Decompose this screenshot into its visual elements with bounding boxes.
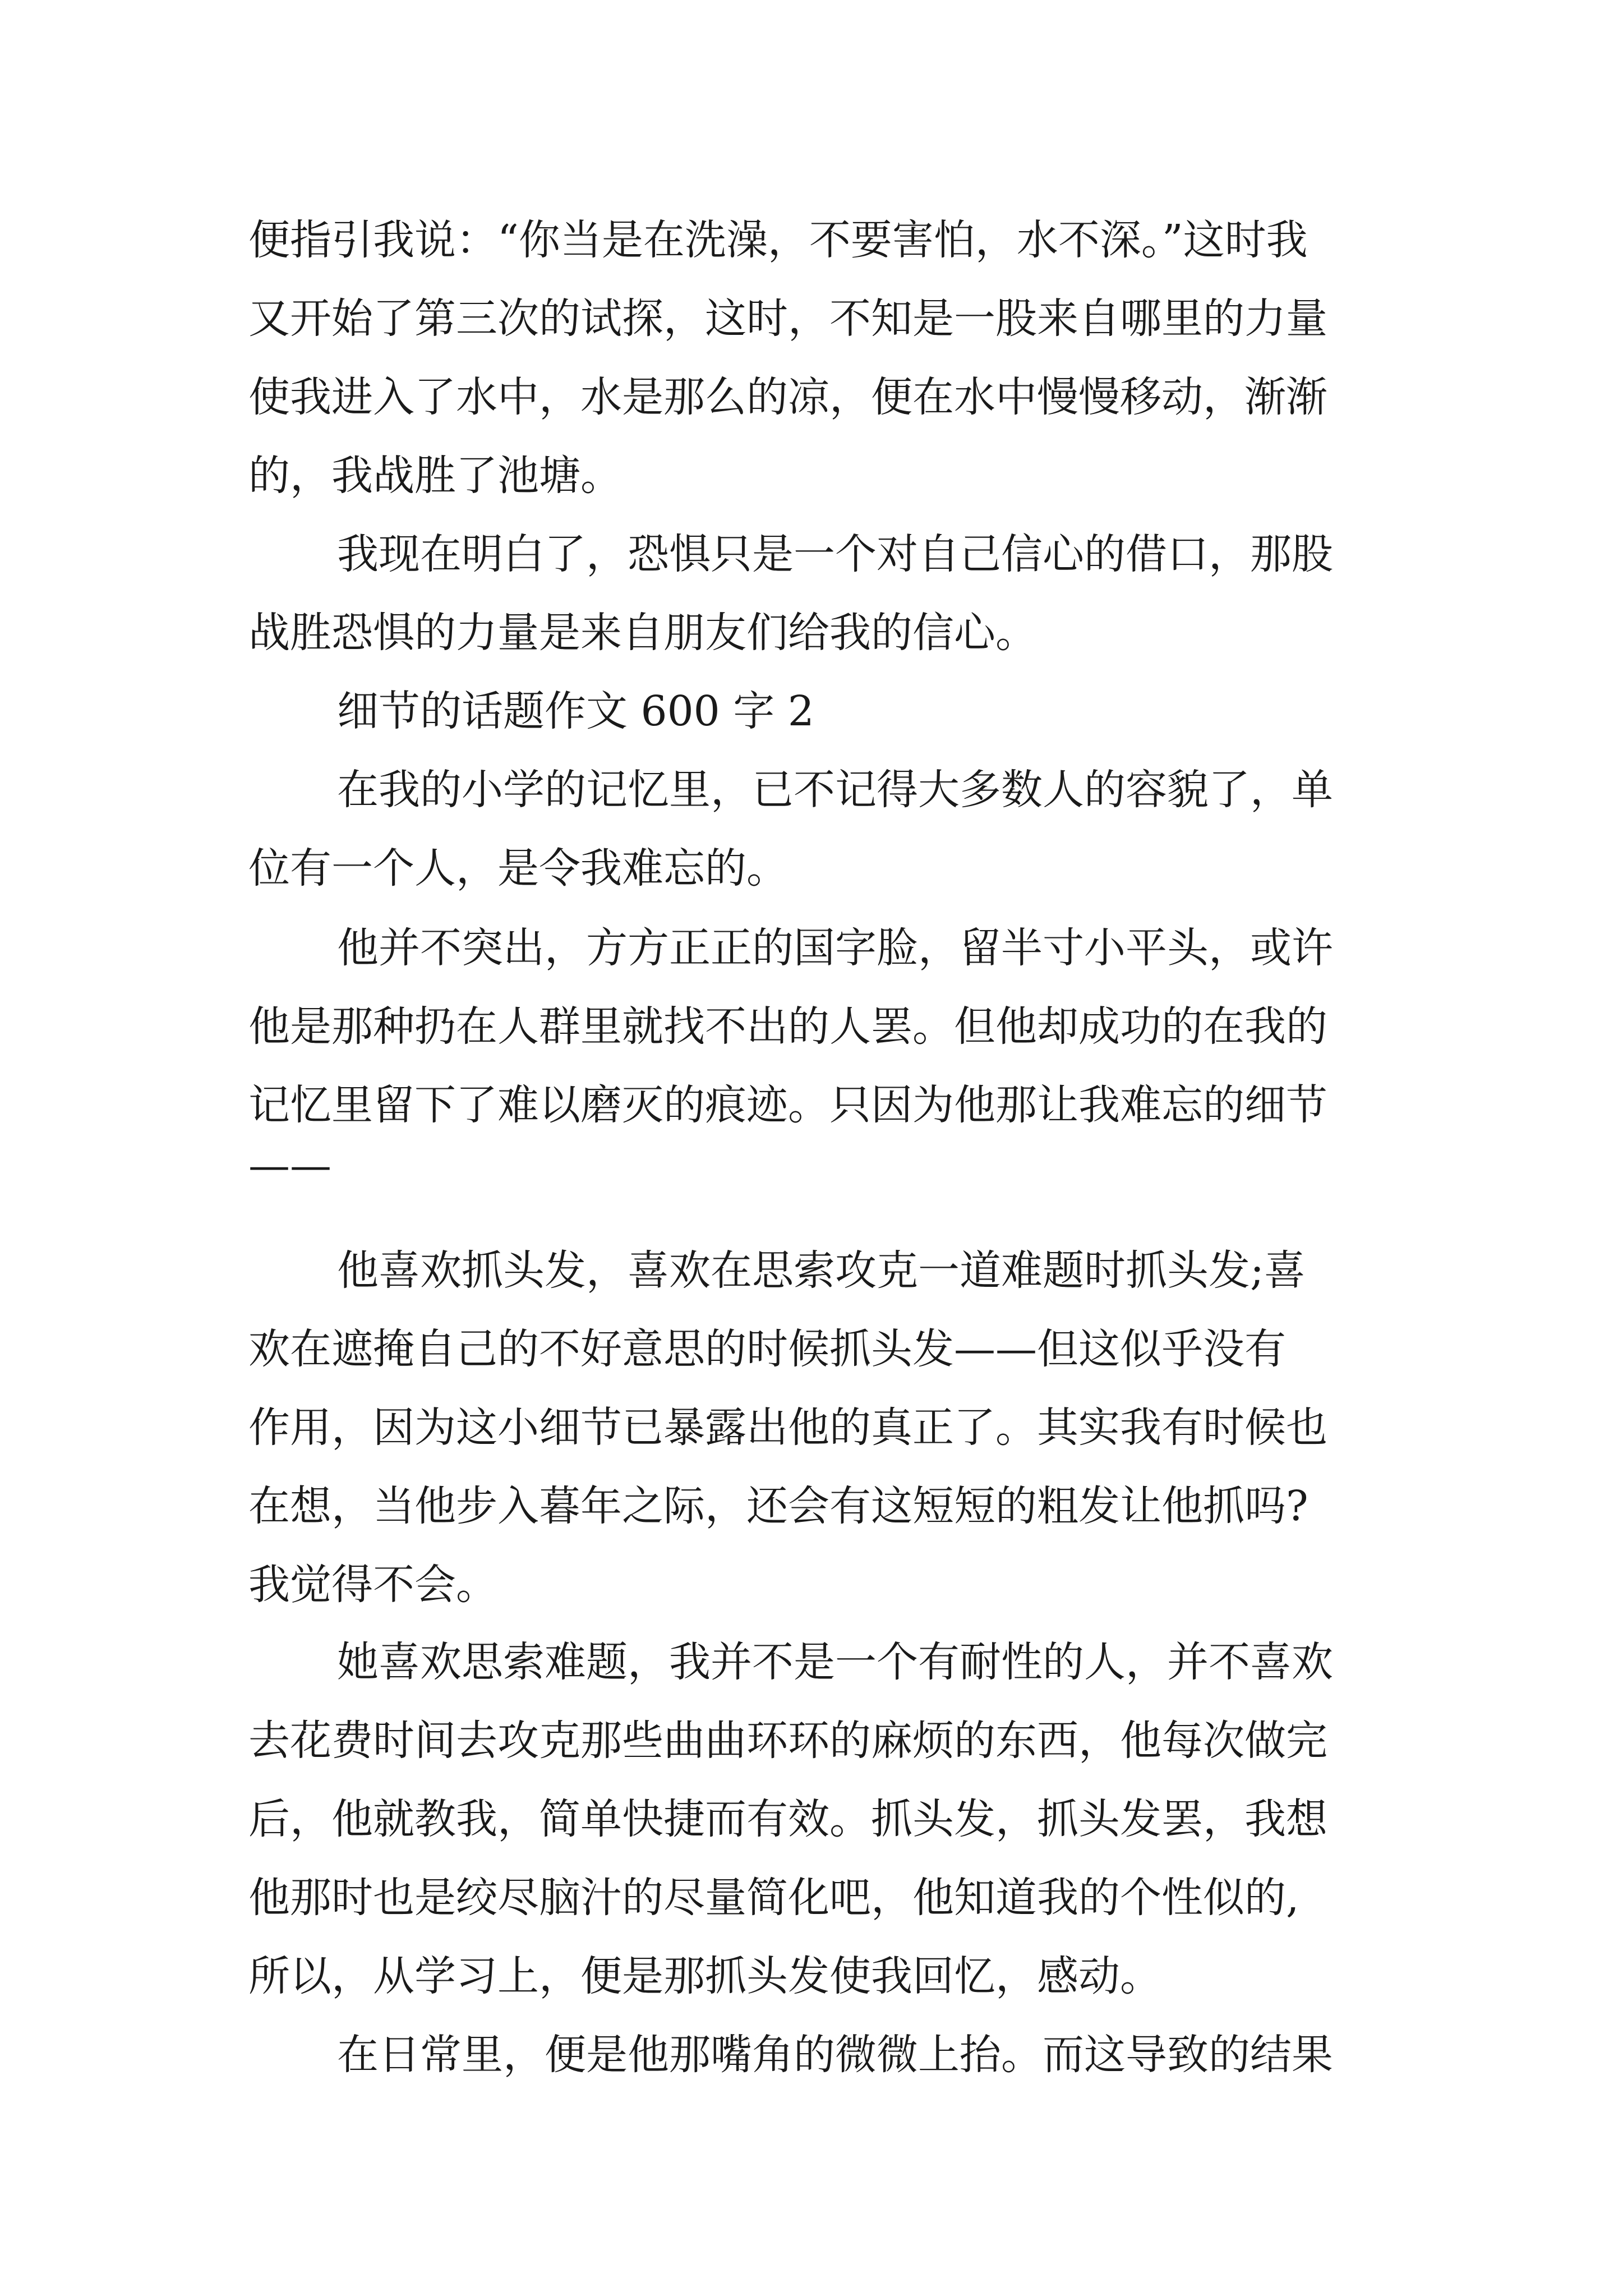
- text-line: 作用，因为这小细节已暴露出他的真正了。其实我有时候也: [248, 1404, 1327, 1452]
- text-line: 他喜欢抓头发，喜欢在思索攻克一道难题时抓头发;喜: [337, 1246, 1306, 1295]
- text-line: 去花费时间去攻克那些曲曲环环的麻烦的东西，他每次做完: [248, 1717, 1327, 1765]
- text-line: 位有一个人，是令我难忘的。: [248, 844, 788, 892]
- text-line: 在想，当他步入暮年之际，还会有这短短的粗发让他抓吗?: [248, 1482, 1308, 1530]
- text-line: 便指引我说：“你当是在洗澡，不要害怕，水不深。”这时我: [248, 216, 1308, 264]
- text-line: 使我进入了水中，水是那么的凉，便在水中慢慢移动，渐渐: [248, 373, 1327, 421]
- text-line: 的，我战胜了池塘。: [248, 452, 622, 500]
- section-heading: 细节的话题作文 600 字 2: [337, 687, 814, 735]
- text-line: 他并不突出，方方正正的国字脸，留半寸小平头，或许: [337, 924, 1333, 972]
- text-line: 所以，从学习上，便是那抓头发使我回忆，感动。: [248, 1952, 1161, 2000]
- text-line: 他是那种扔在人群里就找不出的人罢。但他却成功的在我的: [248, 1002, 1327, 1051]
- text-line: 在日常里，便是他那嘴角的微微上抬。而这导致的结果: [337, 2031, 1333, 2079]
- text-line: 欢在遮掩自己的不好意思的时候抓头发——但这似乎没有: [248, 1325, 1286, 1373]
- text-line: ——: [248, 1142, 331, 1190]
- text-line: 记忆里留下了难以磨灭的痕迹。只因为他那让我难忘的细节: [248, 1081, 1327, 1129]
- text-line: 战胜恐惧的力量是来自朋友们给我的信心。: [248, 609, 1037, 657]
- text-line: 后，他就教我，简单快捷而有效。抓头发，抓头发罢，我想: [248, 1795, 1327, 1843]
- text-line: 我现在明白了，恐惧只是一个对自己信心的借口，那股: [337, 530, 1333, 578]
- text-line: 他那时也是绞尽脑汁的尽量简化吧，他知道我的个性似的,: [248, 1874, 1299, 1922]
- text-line: 在我的小学的记忆里，已不记得大多数人的容貌了，单: [337, 766, 1333, 814]
- text-line: 她喜欢思索难题，我并不是一个有耐性的人，并不喜欢: [337, 1638, 1333, 1686]
- text-line: 我觉得不会。: [248, 1561, 497, 1609]
- text-line: 又开始了第三次的试探，这时，不知是一股来自哪里的力量: [248, 295, 1327, 343]
